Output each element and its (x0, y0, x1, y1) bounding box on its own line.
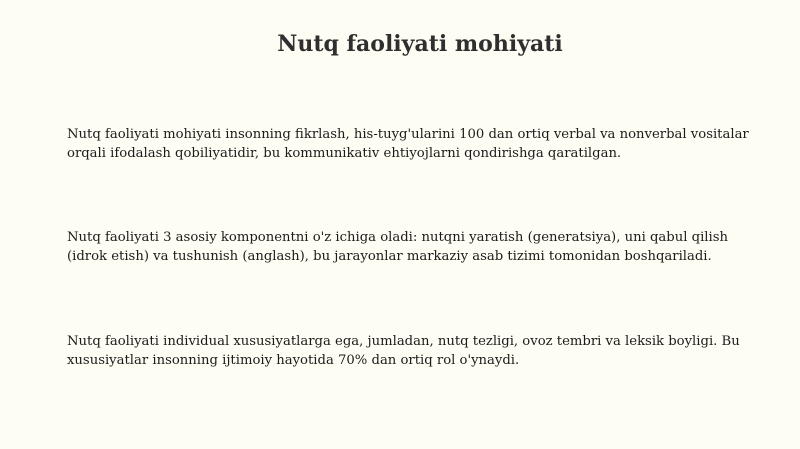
slide-title: Nutq faoliyati mohiyati (277, 31, 563, 57)
paragraph-individual-features: Nutq faoliyati individual xususiyatlarga ega, jumladan, nutq tezligi, ovoz tembri va leksik boyligi. Bu xususiyatlar insonning ijtimoiy hayotida 70% dan ortiq rol o'ynaydi. (67, 334, 740, 368)
paragraph-essence: Nutq faoliyati mohiyati insonning fikrlash, his-tuyg'ularini 100 dan ortiq verbal va nonverbal vositalar orqali ifodalash qobiliyatidir, bu kommunikativ ehtiyojlarni qondirishga qaratilgan. (67, 127, 749, 161)
paragraph-components: Nutq faoliyati 3 asosiy komponentni o'z ichiga oladi: nutqni yaratish (generatsiya), uni qabul qilish (idrok etish) va tushunish (anglash), bu jarayonlar markaziy asab tizimi tomonidan boshqariladi. (67, 230, 728, 264)
